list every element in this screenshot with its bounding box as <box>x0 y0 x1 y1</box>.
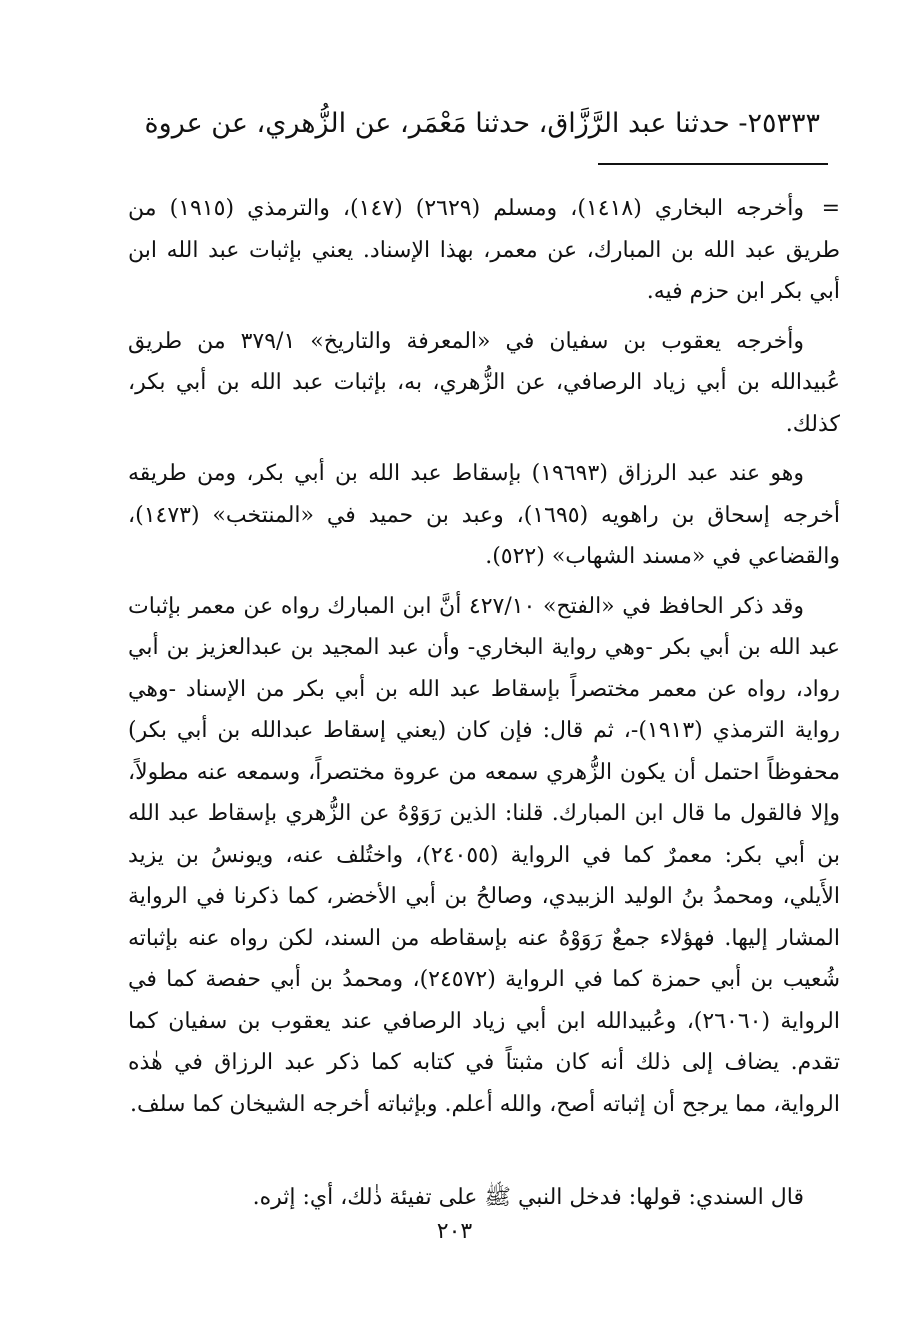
hadith-header: ٢٥٣٣٣- حدثنا عبد الرَّزَّاق، حدثنا مَعْمَر، عن الزُّهري، عن عروة <box>144 108 820 139</box>
footnote-paragraph-4: وقد ذكر الحافظ في «الفتح» ٤٢٧/١٠ أنَّ ابن المبارك رواه عن معمر بإثبات عبد الله بن أبي بكر -وهي رواية البخاري- وأن عبد المجيد بن عبدالعزيز بن أبي رواد، رواه عن معمر مختصراً بإسقاط عبد الله بن أبي بكر من الإسناد -وهي رواية الترمذي (١٩١٣)-، ثم قال: فإن كان (يعني إسقاط عبدالله بن أبي بكر) محفوظاً احتمل أن يكون الزُّهري سمعه من عروة مختصراً، وسمعه عنه مطولاً، وإلا فالقول ما قال ابن المبارك. قلنا: الذين رَوَوْهُ عن الزُّهري بإسقاط عبد الله بن أبي بكر: معمرٌ كما في الرواية (٢٤٠٥٥)، واختُلف عنه، ويونسُ بن يزيد الأَيلي، ومحمدُ بنُ الوليد الزبيدي، وصالحُ بن أبي الأخضر، كما ذكرنا في الرواية المشار إليها. فهؤلاء جمعٌ رَوَوْهُ عنه بإسقاطه من السند، لكن رواه عنه بإثباته شُعيب بن أبي حمزة كما في الرواية (٢٤٥٧٢)، ومحمدُ بن أبي حفصة كما في الرواية (٢٦٠٦٠)، وعُبيدالله ابن أبي زياد الرصافي عند يعقوب بن سفيان كما تقدم. يضاف إلى ذلك أنه كان مثبتاً في كتابه كما ذكر عبد الرزاق في هٰذه الرواية، مما يرجح أن إثباته أصح، والله أعلم. وبإثباته أخرجه الشيخان كما سلف. <box>128 593 841 1117</box>
footnote-separator <box>598 163 828 165</box>
continuation-mark: = <box>821 196 840 221</box>
footnote-paragraph-3: وهو عند عبد الرزاق (١٩٦٩٣) بإسقاط عبد الله بن أبي بكر، ومن طريقه أخرجه إسحاق بن راهويه (١٦٩٥)، وعبد بن حميد في «المنتخب» (١٤٧٣)، والقضاعي في «مسند الشهاب» (٥٢٢). <box>128 461 841 569</box>
footnote-paragraph-1 <box>128 188 840 313</box>
footnote-text-1: وأخرجه البخاري (١٤١٨)، ومسلم (٢٦٢٩) (١٤٧)، والترمذي (١٩١٥) من طريق عبد الله بن المبارك، عن معمر، بهذا الإسناد. يعني بإثبات عبد الله ابن أبي بكر ابن حزم فيه. <box>128 196 840 304</box>
footnote-paragraph-2: وأخرجه يعقوب بن سفيان في «المعرفة والتاريخ» ٣٧٩/١ من طريق عُبيدالله بن أبي زياد الرصافي، عن الزُّهري، به، بإثبات عبد الله بن أبي بكر، كذلك. <box>128 328 840 437</box>
sindi-note: قال السندي: قولها: فدخل النبي ﷺ على تفيئة ذٰلك، أي: إثره. <box>252 1185 804 1210</box>
page-number: ٢٠٣ <box>436 1219 473 1244</box>
footnotes <box>128 188 840 1133</box>
